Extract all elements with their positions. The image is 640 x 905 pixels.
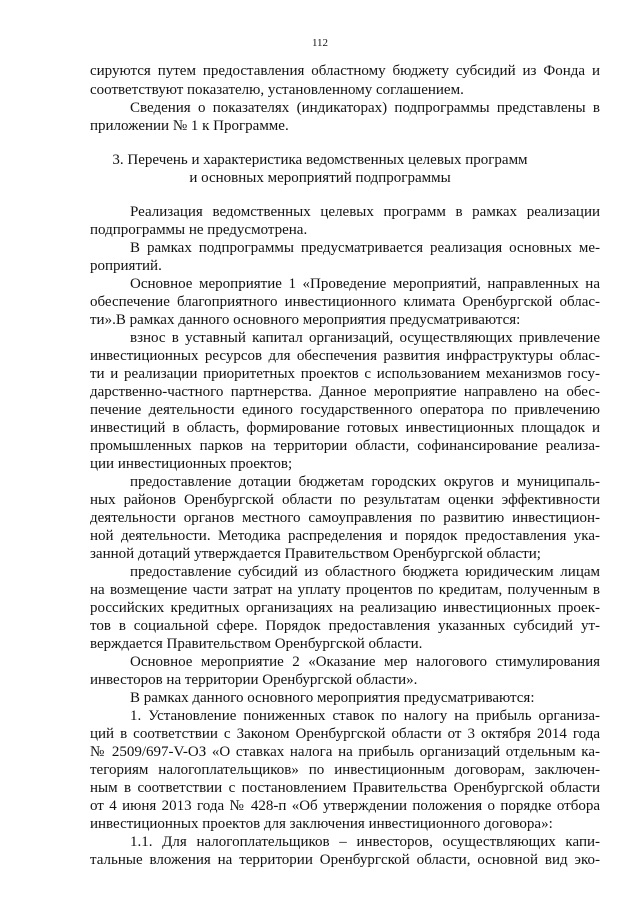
text-line: российских кредитных организациях на реализацию инвестиционных проек- [90,600,600,616]
text-line: на возмещение части затрат на уплату процентов по кредитам, полученным в [90,582,600,598]
text-line: ции инвестиционных проектов; [90,456,293,472]
text-line: приложении № 1 к Программе. [90,118,289,134]
text-line: предоставление субсидий из областного бюджета юридическим лицам [130,564,600,580]
text-line: В рамках данного основного мероприятия предусматриваются: [130,690,535,706]
section-heading-line: 3. Перечень и характеристика ведомственных целевых программ [112,152,528,168]
text-line: Реализация ведомственных целевых программ в рамках реализации [130,204,600,220]
text-line: дарственно-частного партнерства. Данное мероприятие направлено на обес- [90,384,600,400]
text-line: ной деятельности. Методика распределения и порядок предоставления ука- [90,528,600,544]
text-line: ных районов Оренбургской области по результатам оценки эффективности [90,492,600,508]
text-line: верждается Правительством Оренбургской области. [90,636,423,652]
text-line: деятельности органов местного самоуправления по развитию инвестицион- [90,510,600,526]
text-line: взнос в уставный капитал организаций, осуществляющих привлечение [130,330,600,346]
text-line: тегориям налогоплательщиков» по инвестиционным договорам, заключен- [90,762,600,778]
text-line: соответствуют показателю, установленному соглашением. [90,82,464,98]
text-line: В рамках подпрограммы предусматривается реализация основных ме- [130,240,600,256]
text-line: инвестиций в область, формирование готовых инвестиционных площадок и [90,420,600,436]
text-line: тов в социальной сфере. Порядок предоставления указанных субсидий ут- [90,618,600,634]
page-number: 112 [311,37,329,49]
text-line: сируются путем предоставления областному бюджету субсидий из Фонда и [90,63,600,79]
text-line: ным в соответствии с постановлением Правительства Оренбургской области [90,780,600,796]
text-line: подпрограммы не предусмотрена. [90,222,308,238]
text-line: промышленных парков на территории области, софинансирование реализа- [90,438,600,454]
text-line: 1.1. Для налогоплательщиков – инвесторов, осуществляющих капи- [130,834,600,850]
text-line: Сведения о показателях (индикаторах) подпрограммы представлены в [130,100,600,116]
text-line: инвестиционных проектов для заключения инвестиционного договора»: [90,816,553,832]
text-line: Основное мероприятие 1 «Проведение мероприятий, направленных на [130,276,600,292]
text-line: роприятий. [90,258,162,274]
text-line: инвесторов на территории Оренбургской области». [90,672,418,688]
text-line: предоставление дотации бюджетам городских округов и муниципаль- [130,474,600,490]
text-line: от 4 июня 2013 года № 428-п «Об утверждении положения о порядке отбора [90,798,600,814]
text-line: ти и реализации приоритетных проектов с использованием механизмов госу- [90,366,600,382]
text-line: обеспечение благоприятного инвестиционного климата Оренбургской облас- [90,294,600,310]
text-line: тальные вложения на территории Оренбургской области, основной вид эко- [90,852,600,868]
text-line: 1. Установление пониженных ставок по налогу на прибыль организа- [130,708,600,724]
text-line: печение деятельности единого государственного оператора по привлечению [90,402,600,418]
text-line: Основное мероприятие 2 «Оказание мер налогового стимулирования [130,654,600,670]
text-line: занной дотаций утверждается Правительством Оренбургской области; [90,546,541,562]
text-line: инвестиционных ресурсов для обеспечения развития инфраструктуры облас- [90,348,600,364]
text-line: ций в соответствии с Законом Оренбургской области от 3 октября 2014 года [90,726,600,742]
text-line: ти».В рамках данного основного мероприятия предусматриваются: [90,312,521,328]
text-line: № 2509/697-V-ОЗ «О ставках налога на прибыль организаций отдельным ка- [90,744,600,760]
section-heading-line: и основных мероприятий подпрограммы [189,170,451,186]
